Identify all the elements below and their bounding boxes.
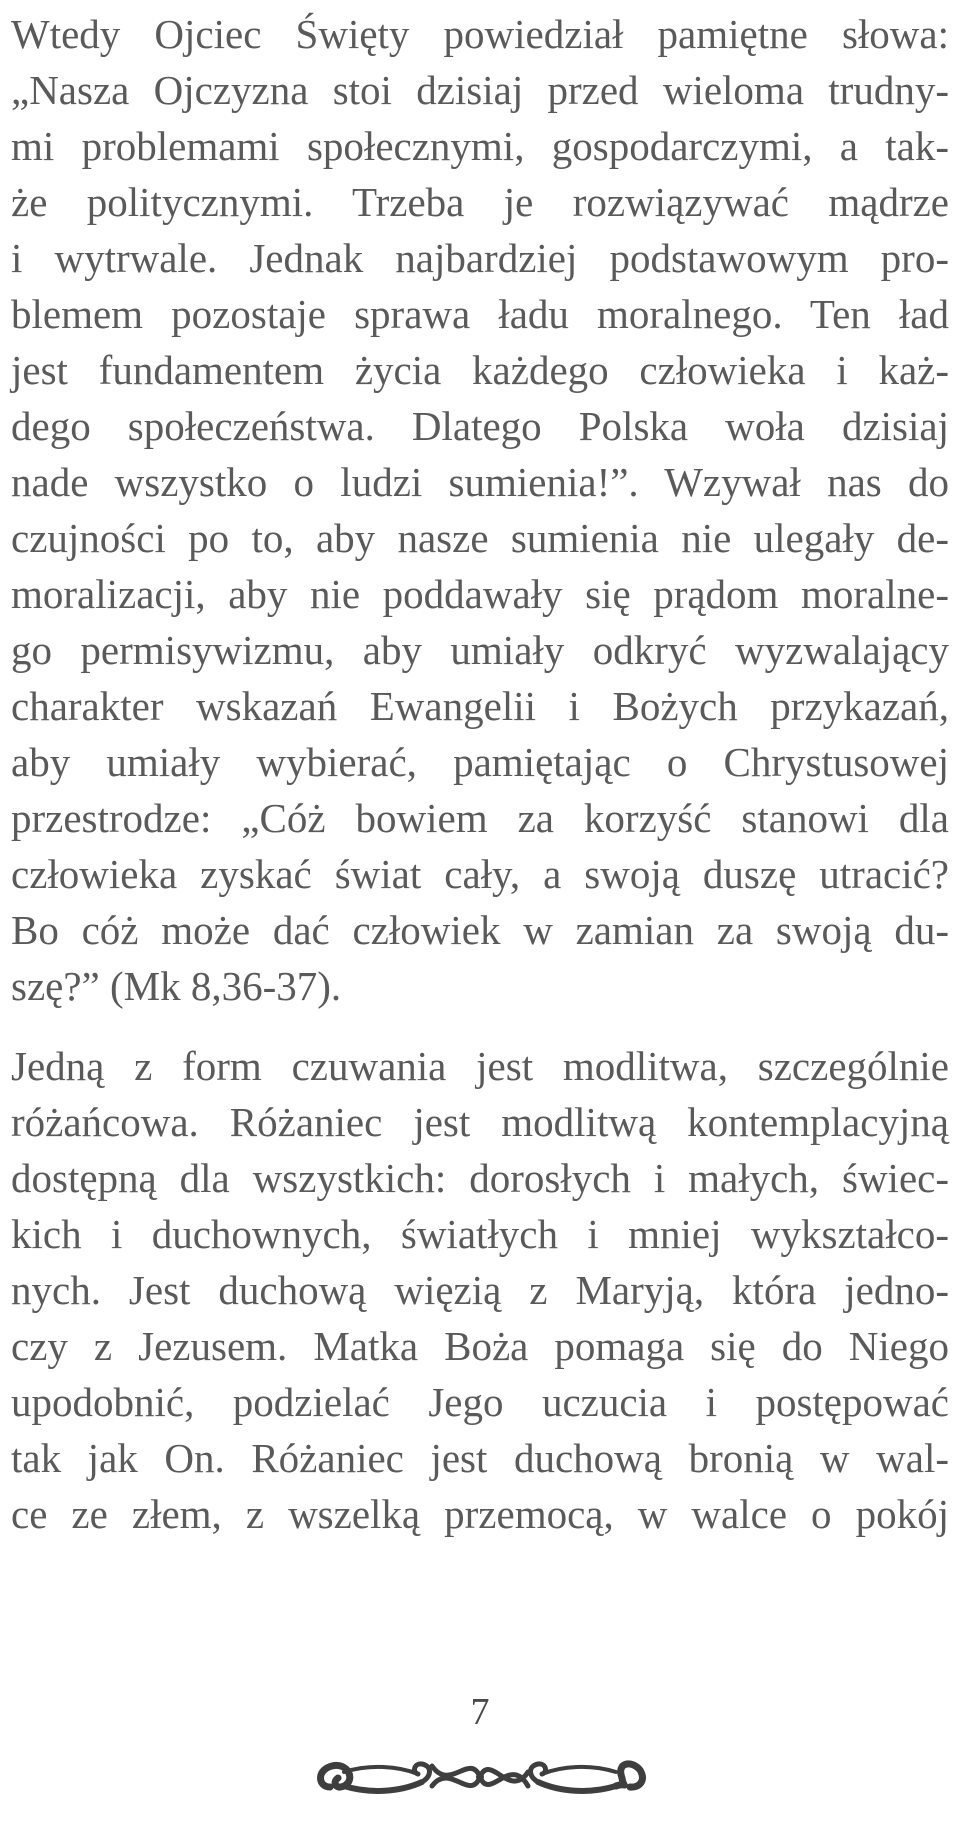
paragraph-line: kich i duchownych, światłych i mniej wykształco- (11, 1211, 949, 1257)
paragraph-line: dostępną dla wszystkich: dorosłych i małych, świec- (11, 1155, 949, 1201)
paragraph-line: tak jak On. Różaniec jest duchową bronią w wal- (11, 1435, 949, 1481)
paragraph-line: Jedną z form czuwania jest modlitwa, szczególnie (11, 1043, 949, 1089)
paragraph-line: przestrodze: „Cóż bowiem za korzyść stanowi dla (11, 795, 949, 841)
paragraph-line: ce ze złem, z wszelką przemocą, w walce o pokój (11, 1491, 949, 1537)
paragraph-line: różańcowa. Różaniec jest modlitwą kontemplacyjną (11, 1099, 949, 1145)
paragraph-line: charakter wskazań Ewangelii i Bożych przykazań, (11, 683, 949, 729)
paragraph-2 (11, 1038, 949, 1542)
paragraph-line: aby umiały wybierać, pamiętając o Chrystusowej (11, 739, 949, 785)
paragraph-line: moralizacji, aby nie poddawały się prądom moralne- (11, 571, 949, 617)
paragraph-line: jest fundamentem życia każdego człowieka i każ- (11, 347, 949, 393)
paragraph-line: Bo cóż może dać człowiek w zamian za swoją du- (11, 907, 949, 953)
decorative-flourish-icon (310, 1742, 650, 1812)
paragraph-line: go permisywizmu, aby umiały odkryć wyzwalający (11, 627, 949, 673)
paragraph-line: nych. Jest duchową więzią z Maryją, która jedno- (11, 1267, 949, 1313)
paragraph-line: człowieka zyskać świat cały, a swoją duszę utracić? (11, 851, 949, 897)
paragraph-line: że politycznymi. Trzeba je rozwiązywać mądrze (11, 179, 949, 225)
page-number: 7 (470, 1691, 490, 1733)
paragraph-1 (11, 6, 949, 1014)
paragraph-line: blemem pozostaje sprawa ładu moralnego. Ten ład (11, 291, 949, 337)
paragraph-line: upodobnić, podzielać Jego uczucia i postępować (11, 1379, 949, 1425)
paragraph-line: „Nasza Ojczyzna stoi dzisiaj przed wieloma trudny- (11, 67, 949, 113)
paragraph-line: i wytrwale. Jednak najbardziej podstawowym pro- (11, 235, 949, 281)
paragraph-line: czy z Jezusem. Matka Boża pomaga się do Niego (11, 1323, 949, 1369)
paragraph-line: nade wszystko o ludzi sumienia!”. Wzywał nas do (11, 459, 949, 505)
paragraph-line: Wtedy Ojciec Święty powiedział pamiętne słowa: (11, 11, 949, 57)
paragraph-line: czujności po to, aby nasze sumienia nie ulegały de- (11, 515, 949, 561)
paragraph-line: szę?” (Mk 8,36-37). (11, 963, 342, 1009)
paragraph-line: mi problemami społecznymi, gospodarczymi, a tak- (11, 123, 949, 169)
paragraph-line: dego społeczeństwa. Dlatego Polska woła dzisiaj (11, 403, 949, 449)
